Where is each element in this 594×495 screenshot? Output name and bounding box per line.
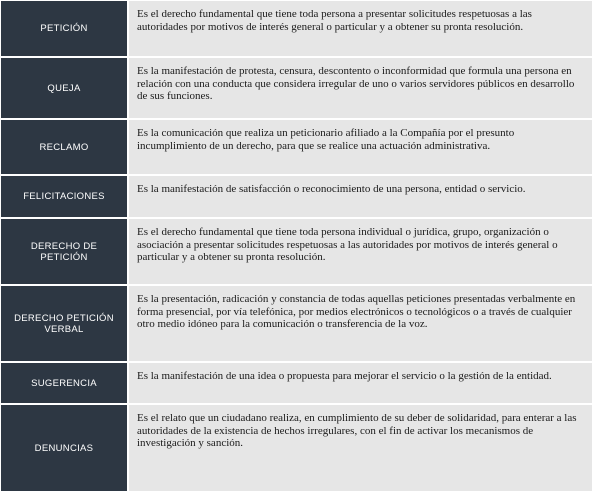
term-label: PETICIÓN [1,1,129,56]
table-row [1,176,592,219]
table-row [1,1,592,58]
term-definition: Es la manifestación de protesta, censura, descontento o inconformidad que formula una persona en relación con una conducta que considera irregular de uno o varios servidores públicos en desarrollo de sus funciones. [129,58,592,118]
table-row [1,363,592,405]
term-definition: Es la manifestación de una idea o propuesta para mejorar el servicio o la gestión de la entidad. [129,363,592,403]
term-label: SUGERENCIA [1,363,129,403]
term-definition: Es la manifestación de satisfacción o reconocimiento de una persona, entidad o servicio. [129,176,592,217]
definitions-table [1,1,592,493]
term-label: RECLAMO [1,120,129,174]
table-row [1,120,592,176]
table-row [1,58,592,120]
term-definition: Es la comunicación que realiza un peticionario afiliado a la Compañía por el presunto incumplimiento de un derecho, para que se realice una actuación administrativa. [129,120,592,174]
term-definition: Es la presentación, radicación y constancia de todas aquellas peticiones presentadas verbalmente en forma presencial, por vía telefónica, por medios electrónicos o tecnológicos o a través de cualquier otro medio idóneo para la comunicación o transferencia de la voz. [129,286,592,361]
term-label: DERECHO PETICIÓN VERBAL [1,286,129,361]
term-definition: Es el derecho fundamental que tiene toda persona a presentar solicitudes respetuosas a las autoridades por motivos de interés general o particular y a obtener su pronta resolución. [129,1,592,56]
term-label: DENUNCIAS [1,405,129,491]
table-row [1,219,592,286]
table-row [1,286,592,363]
table-row [1,405,592,493]
term-definition: Es el derecho fundamental que tiene toda persona individual o jurídica, grupo, organización o asociación a presentar solicitudes respetuosas a las autoridades por motivos de interés general o particular y a obtener su pronta resolución. [129,219,592,284]
term-label: DERECHO DE PETICIÓN [1,219,129,284]
term-label: FELICITACIONES [1,176,129,217]
term-label: QUEJA [1,58,129,118]
term-definition: Es el relato que un ciudadano realiza, en cumplimiento de su deber de solidaridad, para enterar a las autoridades de la existencia de hechos irregulares, con el fin de activar los mecanismos de investigación y sanción. [129,405,592,491]
